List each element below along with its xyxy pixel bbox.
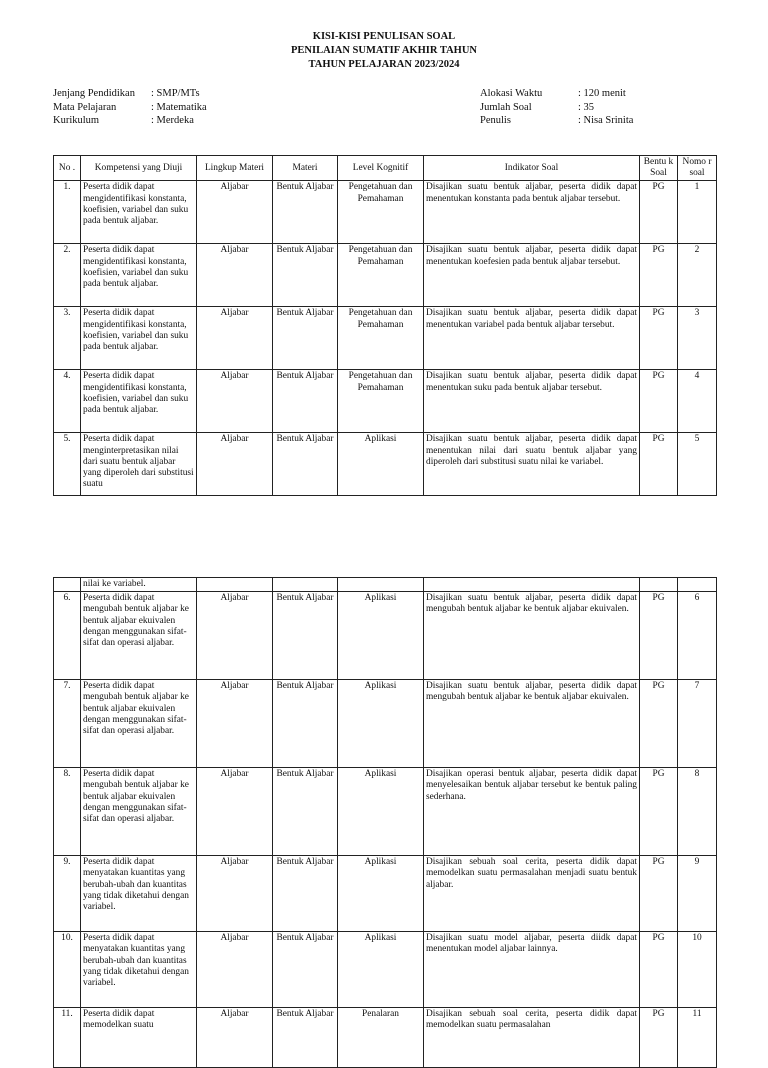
cell-lingkup: Aljabar [197, 370, 273, 433]
header-nomor: Nomo r soal [678, 156, 717, 181]
table-row [54, 768, 717, 856]
info-label: Penulis [480, 115, 511, 126]
cell-nomor: 6 [678, 592, 717, 680]
cell-no: 9. [54, 856, 81, 932]
cell-materi: Bentuk Aljabar [273, 1008, 338, 1068]
cell-indikator: Disajikan suatu bentuk aljabar, peserta didik dapat menentukan koefesien pada bentuk aljabar tersebut. [424, 244, 640, 307]
header-kompetensi: Kompetensi yang Diuji [81, 156, 197, 181]
table-row [54, 307, 717, 370]
cell-level: Pengetahuan dan Pemahaman [338, 307, 424, 370]
cell-lingkup: Aljabar [197, 181, 273, 244]
cell-kompetensi: Peserta didik dapat mengidentifikasi konstanta, koefisien, variabel dan suku pada bentuk aljabar. [81, 181, 197, 244]
cell-indikator: Disajikan suatu bentuk aljabar, peserta didik dapat mengubah bentuk aljabar ke bentuk aljabar ekuivalen. [424, 592, 640, 680]
cell-bentuk: PG [640, 433, 678, 496]
cell-no: 6. [54, 592, 81, 680]
info-value: : Nisa Srinita [578, 115, 634, 126]
cell-lingkup: Aljabar [197, 592, 273, 680]
cell-no: 3. [54, 307, 81, 370]
cell-nomor: 10 [678, 932, 717, 1008]
cell-lingkup [197, 578, 273, 592]
cell-nomor: 4 [678, 370, 717, 433]
cell-no: 8. [54, 768, 81, 856]
info-row [53, 87, 207, 101]
cell-nomor: 3 [678, 307, 717, 370]
cell-indikator: Disajikan suatu bentuk aljabar, peserta didik dapat menentukan suku pada bentuk aljabar tersebut. [424, 370, 640, 433]
cell-level: Pengetahuan dan Pemahaman [338, 244, 424, 307]
cell-no: 10. [54, 932, 81, 1008]
cell-level [338, 578, 424, 592]
cell-kompetensi: nilai ke variabel. [81, 578, 197, 592]
info-row [480, 87, 633, 101]
cell-bentuk: PG [640, 1008, 678, 1068]
cell-no: 5. [54, 433, 81, 496]
info-label: Jenjang Pendidikan [53, 88, 135, 99]
info-value: : 35 [578, 101, 595, 113]
cell-indikator: Disajikan suatu bentuk aljabar, peserta didik dapat menentukan variabel pada bentuk aljabar tersebut. [424, 307, 640, 370]
cell-kompetensi: Peserta didik dapat mengubah bentuk aljabar ke bentuk aljabar ekuivalen dengan menggunakan sifat-sifat dan operasi aljabar. [81, 592, 197, 680]
header-materi: Materi [273, 156, 338, 181]
table-row [54, 433, 717, 496]
cell-no: 2. [54, 244, 81, 307]
cell-materi: Bentuk Aljabar [273, 932, 338, 1008]
cell-nomor [678, 578, 717, 592]
cell-no: 11. [54, 1008, 81, 1068]
info-left [53, 87, 207, 128]
cell-level: Aplikasi [338, 592, 424, 680]
info-row [53, 101, 207, 115]
cell-indikator [424, 578, 640, 592]
table-row [54, 181, 717, 244]
kisi-kisi-table [53, 155, 717, 496]
info-value: : 120 menit [578, 88, 626, 99]
info-value: : Matematika [151, 101, 207, 113]
cell-bentuk: PG [640, 181, 678, 244]
cell-materi: Bentuk Aljabar [273, 307, 338, 370]
cell-lingkup: Aljabar [197, 768, 273, 856]
table-row [54, 592, 717, 680]
cell-no: 1. [54, 181, 81, 244]
cell-level: Aplikasi [338, 768, 424, 856]
document-year: TAHUN PELAJARAN 2023/2024 [308, 59, 460, 70]
table-row [54, 932, 717, 1008]
table-row [54, 856, 717, 932]
cell-kompetensi: Peserta didik dapat mengubah bentuk aljabar ke bentuk aljabar ekuivalen dengan menggunakan sifat-sifat dan operasi aljabar. [81, 680, 197, 768]
cell-lingkup: Aljabar [197, 307, 273, 370]
cell-indikator: Disajikan suatu model aljabar, peserta diidk dapat menentukan model aljabar lainnya. [424, 932, 640, 1008]
cell-bentuk: PG [640, 680, 678, 768]
cell-lingkup: Aljabar [197, 856, 273, 932]
info-row [480, 101, 633, 115]
cell-kompetensi: Peserta didik dapat menyatakan kuantitas yang berubah-ubah dan kuantitas yang tidak diketahui dengan variabel. [81, 932, 197, 1008]
cell-lingkup: Aljabar [197, 932, 273, 1008]
table-header-row [54, 156, 717, 181]
cell-bentuk: PG [640, 370, 678, 433]
cell-kompetensi: Peserta didik dapat mengubah bentuk aljabar ke bentuk aljabar ekuivalen dengan menggunakan sifat-sifat dan operasi aljabar. [81, 768, 197, 856]
table-row [54, 370, 717, 433]
document-subtitle: PENILAIAN SUMATIF AKHIR TAHUN [290, 45, 477, 56]
info-value: : Merdeka [151, 115, 194, 126]
kisi-kisi-table-continued [53, 577, 717, 1068]
cell-level: Aplikasi [338, 856, 424, 932]
header-lingkup: Lingkup Materi [197, 156, 273, 181]
table-row-continuation [54, 578, 717, 592]
cell-lingkup: Aljabar [197, 680, 273, 768]
info-row [480, 114, 633, 128]
header-bentuk: Bentu k Soal [640, 156, 678, 181]
cell-indikator: Disajikan suatu bentuk aljabar, peserta didik dapat mengubah bentuk aljabar ke bentuk aljabar ekuivalen. [424, 680, 640, 768]
info-label: Alokasi Waktu [480, 88, 543, 99]
cell-bentuk: PG [640, 592, 678, 680]
cell-indikator: Disajikan suatu bentuk aljabar, peserta didik dapat menentukan konstanta pada bentuk aljabar tersebut. [424, 181, 640, 244]
info-label: Kurikulum [53, 115, 100, 126]
header-indikator: Indikator Soal [424, 156, 640, 181]
cell-materi: Bentuk Aljabar [273, 181, 338, 244]
cell-kompetensi: Peserta didik dapat menginterpretasikan nilai dari suatu bentuk aljabar yang diperoleh dari substitusi suatu [81, 433, 197, 496]
cell-no: 7. [54, 680, 81, 768]
cell-level: Penalaran [338, 1008, 424, 1068]
cell-bentuk: PG [640, 856, 678, 932]
cell-materi: Bentuk Aljabar [273, 768, 338, 856]
info-right [480, 87, 633, 128]
cell-nomor: 8 [678, 768, 717, 856]
cell-indikator: Disajikan suatu bentuk aljabar, peserta didik dapat menentukan nilai dari suatu bentuk aljabar yang diperoleh dari substitusi suatu nilai ke variabel. [424, 433, 640, 496]
header-level: Level Kognitif [338, 156, 424, 181]
info-label: Mata Pelajaran [53, 101, 117, 113]
table-row [54, 1008, 717, 1068]
cell-nomor: 1 [678, 181, 717, 244]
cell-kompetensi: Peserta didik dapat memodelkan suatu [81, 1008, 197, 1068]
cell-level: Aplikasi [338, 433, 424, 496]
cell-lingkup: Aljabar [197, 244, 273, 307]
cell-nomor: 5 [678, 433, 717, 496]
cell-kompetensi: Peserta didik dapat menyatakan kuantitas yang berubah-ubah dan kuantitas yang tidak diketahui dengan variabel. [81, 856, 197, 932]
document-page-2 [0, 545, 768, 1031]
info-label: Jumlah Soal [480, 101, 532, 113]
cell-indikator: Disajikan sebuah soal cerita, peserta didik dapat memodelkan suatu permasalahan menjadi suatu bentuk aljabar. [424, 856, 640, 932]
cell-lingkup: Aljabar [197, 433, 273, 496]
cell-kompetensi: Peserta didik dapat mengidentifikasi konstanta, koefisien, variabel dan suku pada bentuk aljabar. [81, 370, 197, 433]
cell-materi: Bentuk Aljabar [273, 244, 338, 307]
cell-indikator: Disajikan sebuah soal cerita, peserta didik dapat memodelkan suatu permasalahan [424, 1008, 640, 1068]
cell-nomor: 2 [678, 244, 717, 307]
cell-materi: Bentuk Aljabar [273, 433, 338, 496]
cell-materi: Bentuk Aljabar [273, 592, 338, 680]
cell-lingkup: Aljabar [197, 1008, 273, 1068]
cell-level: Aplikasi [338, 932, 424, 1008]
cell-materi: Bentuk Aljabar [273, 856, 338, 932]
cell-bentuk: PG [640, 768, 678, 856]
cell-materi: Bentuk Aljabar [273, 370, 338, 433]
cell-kompetensi: Peserta didik dapat mengidentifikasi konstanta, koefisien, variabel dan suku pada bentuk aljabar. [81, 307, 197, 370]
info-value: : SMP/MTs [151, 88, 200, 99]
table-row [54, 244, 717, 307]
cell-level: Pengetahuan dan Pemahaman [338, 370, 424, 433]
cell-kompetensi: Peserta didik dapat mengidentifikasi konstanta, koefisien, variabel dan suku pada bentuk aljabar. [81, 244, 197, 307]
cell-no: 4. [54, 370, 81, 433]
cell-nomor: 11 [678, 1008, 717, 1068]
cell-materi [273, 578, 338, 592]
cell-level: Aplikasi [338, 680, 424, 768]
cell-materi: Bentuk Aljabar [273, 680, 338, 768]
cell-bentuk: PG [640, 307, 678, 370]
cell-no [54, 578, 81, 592]
table-row [54, 680, 717, 768]
document-title: KISI-KISI PENULISAN SOAL [312, 31, 456, 42]
info-row [53, 114, 207, 128]
cell-nomor: 9 [678, 856, 717, 932]
header-no: No . [54, 156, 81, 181]
cell-bentuk: PG [640, 244, 678, 307]
cell-bentuk [640, 578, 678, 592]
cell-bentuk: PG [640, 932, 678, 1008]
cell-nomor: 7 [678, 680, 717, 768]
cell-level: Pengetahuan dan Pemahaman [338, 181, 424, 244]
cell-indikator: Disajikan operasi bentuk aljabar, peserta didik dapat menyelesaikan bentuk aljabar tersebut ke bentuk paling sederhana. [424, 768, 640, 856]
